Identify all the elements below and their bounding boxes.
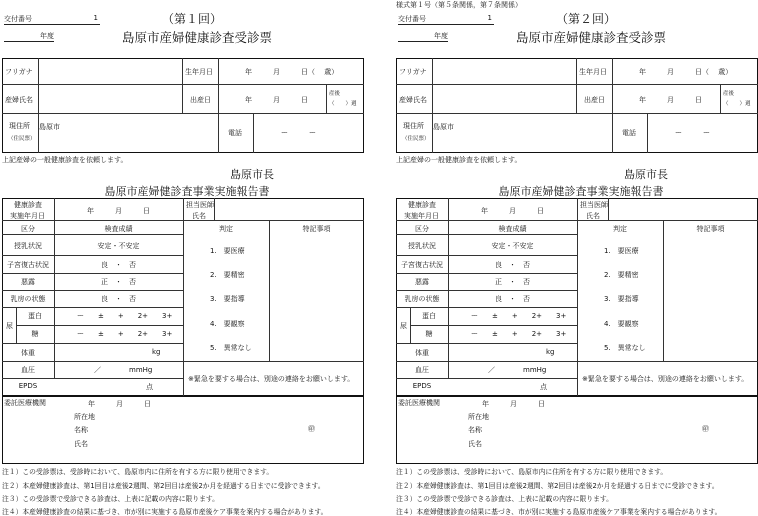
furigana-label: フリガナ — [399, 68, 427, 76]
weight-unit: kg — [546, 348, 555, 356]
address-sub-label: （住民票） — [402, 136, 430, 142]
row-value: 良 ・ 否 — [495, 295, 530, 303]
fiscal-year: 年度 — [4, 31, 54, 42]
result-header: 検査成績 — [104, 225, 133, 233]
epds-label: EPDS — [412, 382, 432, 390]
row-value: 正 ・ 否 — [101, 278, 136, 286]
row-label: 悪露 — [415, 278, 429, 286]
furigana-label: フリガナ — [5, 68, 33, 76]
row-value: 安定・不安定 — [97, 242, 140, 250]
special-notes-header: 特記事項 — [696, 225, 725, 233]
exam-date-label2: 実施年月日 — [10, 212, 45, 220]
exam-date-label: 健康診査 — [14, 201, 42, 209]
delivery-date-value: 年 月 日 — [639, 96, 702, 104]
result-header: 検査成績 — [498, 225, 527, 233]
address-sub-label: （住民票） — [8, 136, 36, 142]
sugar-label: 糖 — [31, 330, 39, 338]
urgent-note: ※緊急を要する場合は、別途の連絡をお願いします。 — [582, 375, 749, 383]
exam-date-label2: 実施年月日 — [404, 212, 439, 220]
mayor-label: 島原市長 — [230, 168, 274, 181]
facility-label: 委託医療機関 — [398, 399, 440, 407]
round-label: （第２回） — [555, 12, 616, 26]
delivery-date-label: 出産日 — [584, 96, 605, 104]
mother-name-label: 産婦氏名 — [399, 96, 427, 104]
judgement-item: 1. 要医療 — [604, 247, 639, 255]
receipt-number: 1 — [93, 14, 98, 22]
weight-unit: kg — [152, 348, 161, 356]
phone-label: 電話 — [622, 129, 636, 137]
address-value: 島原市 — [39, 123, 60, 131]
fiscal-year: 年度 — [398, 31, 448, 42]
birthdate-value: 年 月 日（ 歳） — [639, 68, 733, 76]
exam-date-value: 年 月 日 — [87, 207, 150, 215]
birthdate-label: 生年月日 — [579, 68, 607, 76]
note-line: 注１）この受診票は、受診時において、島原市内に住所を有する方に限り使用できます。 — [2, 468, 274, 476]
doctor-name-label: 氏名 — [586, 212, 600, 220]
judgement-item: 4. 要観察 — [604, 320, 639, 328]
doctor-name-label: 氏名 — [192, 212, 206, 220]
report-title: 島原市産婦健診査事業実施報告書 — [104, 185, 270, 198]
receipt-label: 交付番号 — [4, 15, 32, 23]
receipt-number: 1 — [487, 14, 492, 22]
delivery-date-label: 出産日 — [190, 96, 211, 104]
row-value: 正 ・ 否 — [495, 278, 530, 286]
address-value: 島原市 — [433, 123, 454, 131]
birthdate-value: 年 月 日（ 歳） — [245, 68, 339, 76]
sugar-scale: ー ± + 2+ 3+ — [471, 330, 567, 338]
birthdate-label: 生年月日 — [185, 68, 213, 76]
facility-address-label: 所在地 — [468, 413, 489, 421]
facility-address-label: 所在地 — [74, 413, 95, 421]
seal-mark: ㊞ — [702, 425, 709, 433]
urine-label: 尿 — [6, 322, 13, 330]
urgent-note: ※緊急を要する場合は、別途の連絡をお願いします。 — [188, 375, 355, 383]
mother-name-label: 産婦氏名 — [5, 96, 33, 104]
facility-name-label: 名称 — [74, 426, 88, 434]
note-line: 注４）本産婦健康診査の結果に基づき、市が別に実施する島原市産後ケア事業を案内する場合があります。 — [396, 508, 722, 516]
judgement-header: 判定 — [219, 225, 233, 233]
row-value: 良 ・ 否 — [101, 261, 136, 269]
facility-doctor-label: 氏名 — [468, 440, 482, 448]
row-value: 良 ・ 否 — [495, 261, 530, 269]
weight-label: 体重 — [21, 349, 35, 357]
phone-value: ー ー — [675, 129, 710, 137]
facility-doctor-label: 氏名 — [74, 440, 88, 448]
postpartum-weeks: （ ）週 — [723, 101, 751, 107]
protein-scale: ー ± + 2+ 3+ — [77, 312, 173, 320]
urine-label: 尿 — [400, 322, 407, 330]
row-label: 子宮復古状況 — [401, 261, 443, 269]
weight-label: 体重 — [415, 349, 429, 357]
facility-date: 年 月 日 — [482, 400, 545, 408]
row-label: 乳房の状態 — [10, 295, 46, 303]
row-value: 良 ・ 否 — [101, 295, 136, 303]
address-label: 現住所 — [9, 122, 30, 130]
judgement-item: 5. 異常なし — [604, 344, 646, 352]
phone-value: ー ー — [281, 129, 316, 137]
note-line: 注２）本産婦健康診査は、第1回目は産後2週間、第2回目は産後2か月を経過する日までに受診できます。 — [396, 482, 719, 490]
sugar-label: 糖 — [425, 330, 433, 338]
round-label: （第１回） — [161, 12, 222, 26]
blood-pressure-value: ／ mmHg — [94, 366, 153, 374]
form-title: 島原市産婦健康診査受診票 — [515, 30, 666, 45]
blood-pressure-label: 血圧 — [415, 366, 429, 374]
protein-scale: ー ± + 2+ 3+ — [471, 312, 567, 320]
special-notes-header: 特記事項 — [302, 225, 331, 233]
seal-mark: ㊞ — [308, 425, 315, 433]
doctor-label: 担当医師 — [580, 201, 608, 209]
receipt-number-line — [398, 14, 494, 25]
row-label: 子宮復古状況 — [7, 261, 49, 269]
form-title: 島原市産婦健康診査受診票 — [121, 30, 272, 45]
address-label: 現住所 — [403, 122, 424, 130]
category-header: 区分 — [21, 225, 35, 233]
judgement-item: 3. 要指導 — [210, 295, 245, 303]
judgement-item: 4. 要観察 — [210, 320, 245, 328]
phone-label: 電話 — [228, 129, 242, 137]
judgement-item: 1. 要医療 — [210, 247, 245, 255]
blood-pressure-value: ／ mmHg — [488, 366, 547, 374]
receipt-number-line — [4, 14, 100, 25]
delivery-date-value: 年 月 日 — [245, 96, 308, 104]
checkup-form-round-2 — [396, 0, 758, 514]
category-header: 区分 — [415, 225, 429, 233]
sugar-scale: ー ± + 2+ 3+ — [77, 330, 173, 338]
row-label: 悪露 — [21, 278, 35, 286]
epds-unit: 点 — [540, 383, 547, 391]
facility-date: 年 月 日 — [88, 400, 151, 408]
request-text: 上記産婦の一般健康診査を依頼します。 — [2, 156, 128, 164]
note-line: 注１）この受診票は、受診時において、島原市内に住所を有する方に限り使用できます。 — [396, 468, 668, 476]
blood-pressure-label: 血圧 — [21, 366, 35, 374]
report-title: 島原市産婦健診査事業実施報告書 — [498, 185, 664, 198]
postpartum-weeks: （ ）週 — [329, 101, 357, 107]
facility-label: 委託医療機関 — [4, 399, 46, 407]
judgement-header: 判定 — [613, 225, 627, 233]
row-label: 乳房の状態 — [404, 295, 440, 303]
request-text: 上記産婦の一般健康診査を依頼します。 — [396, 156, 522, 164]
epds-unit: 点 — [146, 383, 153, 391]
row-label: 授乳状況 — [14, 242, 42, 250]
facility-name-label: 名称 — [468, 426, 482, 434]
receipt-label: 交付番号 — [398, 15, 426, 23]
epds-label: EPDS — [18, 382, 38, 390]
note-line: 注３）この受診票で受診できる診査は、上表に記載の内容に限ります。 — [2, 495, 219, 503]
doctor-label: 担当医師 — [186, 201, 214, 209]
note-line: 注３）この受診票で受診できる診査は、上表に記載の内容に限ります。 — [396, 495, 613, 503]
row-value: 安定・不安定 — [491, 242, 534, 250]
protein-label: 蛋白 — [422, 312, 436, 320]
note-line: 注２）本産婦健康診査は、第1回目は産後2週間、第2回目は産後2か月を経過する日までに受診できます。 — [2, 482, 325, 490]
row-label: 授乳状況 — [408, 242, 436, 250]
judgement-item: 3. 要指導 — [604, 295, 639, 303]
checkup-form-round-1 — [2, 0, 368, 514]
postpartum-label: 産後 — [329, 91, 341, 97]
judgement-item: 2. 要精密 — [604, 271, 639, 279]
note-line: 注４）本産婦健康診査の結果に基づき、市が別に実施する島原市産後ケア事業を案内する場合があります。 — [2, 508, 328, 516]
mayor-label: 島原市長 — [624, 168, 668, 181]
exam-date-value: 年 月 日 — [481, 207, 544, 215]
exam-date-label: 健康診査 — [408, 201, 436, 209]
postpartum-label: 産後 — [723, 91, 735, 97]
protein-label: 蛋白 — [28, 312, 42, 320]
form-number-note: 様式第１号（第５条関係，第７条関係） — [396, 1, 522, 9]
judgement-item: 5. 異常なし — [210, 344, 252, 352]
judgement-item: 2. 要精密 — [210, 271, 245, 279]
